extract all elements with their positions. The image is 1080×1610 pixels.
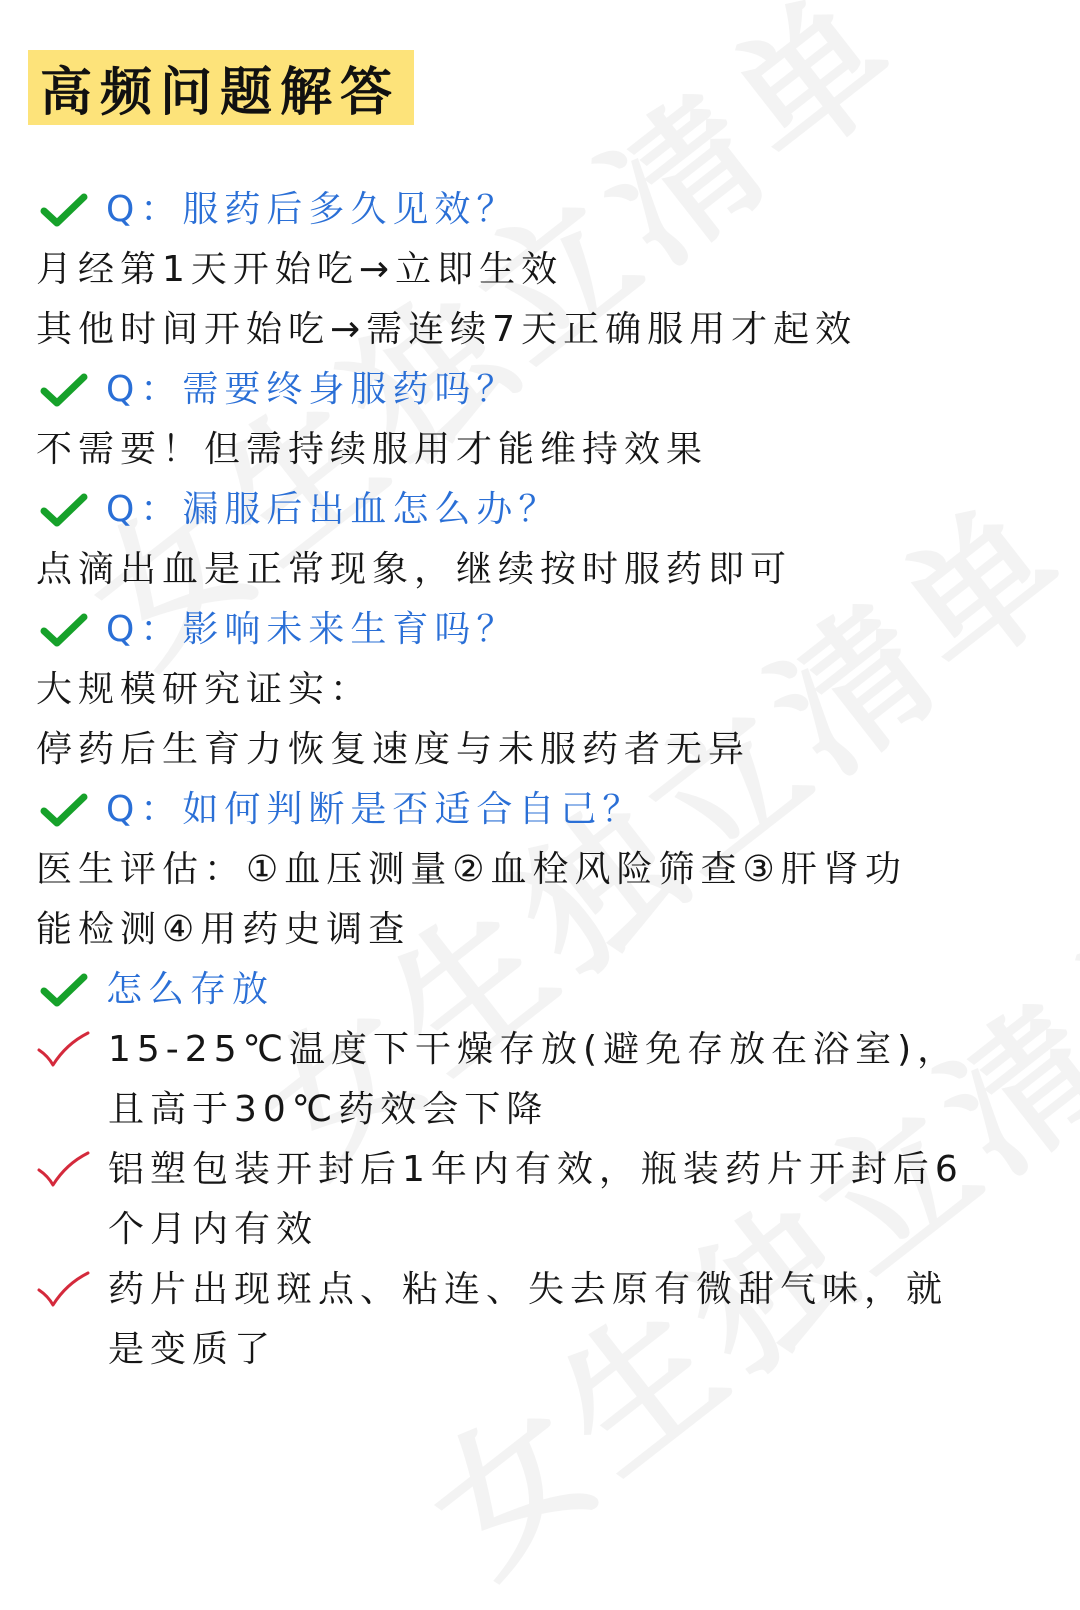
- faq-answer: 不需要！但需持续服用才能维持效果: [36, 429, 709, 470]
- tick-icon: [36, 1030, 90, 1070]
- check-icon: [40, 973, 88, 1007]
- storage-item-text: 是变质了: [108, 1329, 277, 1370]
- storage-item: [36, 1140, 1060, 1260]
- storage-heading: [36, 960, 1060, 1020]
- faq-question-text: Q：服药后多久见效？: [106, 189, 519, 230]
- faq-question: [36, 480, 1060, 540]
- check-icon: [40, 193, 88, 227]
- faq-answer: 停药后生育力恢复速度与未服药者无异: [36, 729, 751, 770]
- faq-answer: 大规模研究证实：: [36, 669, 373, 710]
- faq-question-text: Q：需要终身服药吗？: [106, 369, 519, 410]
- faq-question: [36, 600, 1060, 660]
- storage-item-text: 个月内有效: [108, 1209, 319, 1250]
- page-title: 高频问题解答: [40, 63, 401, 123]
- storage-item-text: 15-25℃温度下干燥存放(避免存放在浴室)，: [108, 1029, 960, 1070]
- faq-answer: 能检测④用药史调查: [36, 909, 411, 950]
- faq-answer: 医生评估：①血压测量②血栓风险筛查③肝肾功: [36, 849, 907, 890]
- storage-item: [36, 1260, 1060, 1380]
- faq-question: [36, 180, 1060, 240]
- storage-item-text: 且高于30℃药效会下降: [108, 1089, 549, 1130]
- faq-question: [36, 360, 1060, 420]
- faq-question-text: Q：如何判断是否适合自己？: [106, 789, 645, 830]
- check-icon: [40, 493, 88, 527]
- tick-icon: [36, 1270, 90, 1310]
- faq-question-text: Q：漏服后出血怎么办？: [106, 489, 561, 530]
- storage-heading-text: 怎么存放: [106, 969, 275, 1010]
- faq-answer: 点滴出血是正常现象，继续按时服药即可: [36, 549, 793, 590]
- check-icon: [40, 373, 88, 407]
- faq-content: [36, 180, 1060, 1380]
- faq-answer: 月经第1天开始吃→立即生效: [36, 249, 564, 290]
- faq-question-text: Q：影响未来生育吗？: [106, 609, 519, 650]
- faq-answer: 其他时间开始吃→需连续7天正确服用才起效: [36, 309, 858, 350]
- faq-question: [36, 780, 1060, 840]
- storage-item-text: 铝塑包装开封后1年内有效，瓶装药片开封后6: [108, 1149, 964, 1190]
- tick-icon: [36, 1150, 90, 1190]
- storage-item-text: 药片出现斑点、粘连、失去原有微甜气味，就: [108, 1269, 949, 1310]
- check-icon: [40, 613, 88, 647]
- check-icon: [40, 793, 88, 827]
- title-banner: [28, 50, 414, 125]
- storage-item: [36, 1020, 1060, 1140]
